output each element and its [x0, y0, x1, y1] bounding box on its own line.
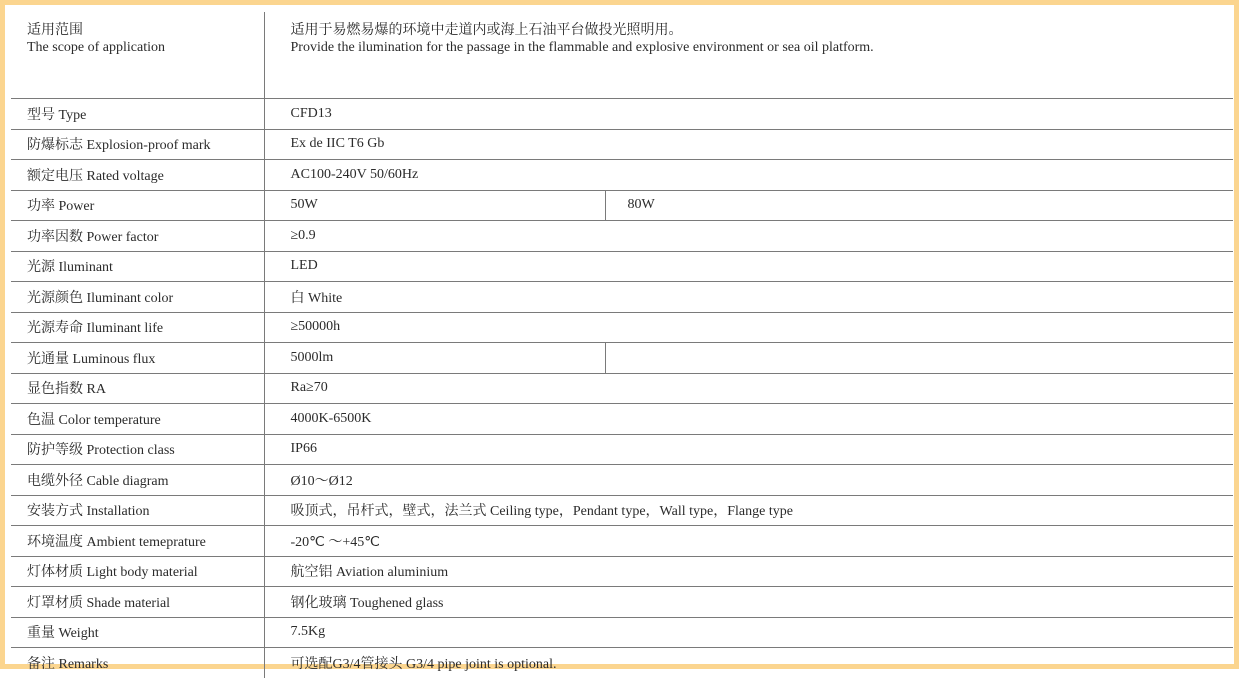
row-value: Ra≥70 — [264, 373, 1233, 404]
scope-label-cn: 适用范围 — [27, 23, 83, 38]
row-value: 白 White — [264, 282, 1233, 313]
scope-value-en: Provide the ilumination for the passage in the flammable and explosive environment or sea oil platform. — [290, 40, 874, 55]
row-value: Ø10～Ø12 — [264, 465, 1233, 496]
row-value: 可选配G3/4管接头 G3/4 pipe joint is optional. — [264, 648, 1233, 678]
row-label: 环境温度 Ambient temeprature — [11, 526, 264, 557]
row-value-2 — [605, 343, 1233, 374]
row-label: 光通量 Luminous flux — [11, 343, 264, 374]
row-value: ≥0.9 — [264, 221, 1233, 252]
table-row — [11, 312, 1233, 343]
row-value: 钢化玻璃 Toughened glass — [264, 587, 1233, 618]
scope-label-cell — [11, 12, 264, 99]
table-row — [11, 526, 1233, 557]
table-row — [11, 495, 1233, 526]
row-label: 型号 Type — [11, 99, 264, 130]
row-label: 灯罩材质 Shade material — [11, 587, 264, 618]
row-value: 5000lm — [264, 343, 605, 374]
row-label: 防护等级 Protection class — [11, 434, 264, 465]
row-value: 50W — [264, 190, 605, 221]
row-value: CFD13 — [264, 99, 1233, 130]
table-row — [11, 404, 1233, 435]
scope-label-en: The scope of application — [27, 40, 166, 55]
table-row — [11, 617, 1233, 648]
scope-row — [11, 12, 1233, 99]
table-row — [11, 99, 1233, 130]
table-row — [11, 343, 1233, 374]
row-label: 功率因数 Power factor — [11, 221, 264, 252]
row-label: 光源 Iluminant — [11, 251, 264, 282]
row-label: 安装方式 Installation — [11, 495, 264, 526]
table-row — [11, 373, 1233, 404]
row-label: 灯体材质 Light body material — [11, 556, 264, 587]
spec-table — [11, 12, 1233, 678]
row-value: 航空铝 Aviation aluminium — [264, 556, 1233, 587]
row-value: 吸顶式，吊杆式，壁式，法兰式 Ceiling type，Pendant type，Wall type，Flange type — [264, 495, 1233, 526]
row-label: 光源颜色 Iluminant color — [11, 282, 264, 313]
row-label: 色温 Color temperature — [11, 404, 264, 435]
row-value: LED — [264, 251, 1233, 282]
row-value: -20℃ ～+45℃ — [264, 526, 1233, 557]
scope-value-cell — [264, 12, 1233, 99]
row-value: ≥50000h — [264, 312, 1233, 343]
row-value: IP66 — [264, 434, 1233, 465]
row-value: Ex de IIC T6 Gb — [264, 129, 1233, 160]
table-row — [11, 434, 1233, 465]
row-value: 4000K-6500K — [264, 404, 1233, 435]
row-value-2: 80W — [605, 190, 1233, 221]
table-row — [11, 221, 1233, 252]
table-row — [11, 160, 1233, 191]
table-row — [11, 587, 1233, 618]
table-row — [11, 648, 1233, 678]
table-row — [11, 556, 1233, 587]
row-label: 重量 Weight — [11, 617, 264, 648]
row-label: 光源寿命 Iluminant life — [11, 312, 264, 343]
table-row — [11, 190, 1233, 221]
table-row — [11, 129, 1233, 160]
row-label: 功率 Power — [11, 190, 264, 221]
table-row — [11, 282, 1233, 313]
row-label: 显色指数 RA — [11, 373, 264, 404]
row-value: 7.5Kg — [264, 617, 1233, 648]
row-value: AC100-240V 50/60Hz — [264, 160, 1233, 191]
row-label: 备注 Remarks — [11, 648, 264, 678]
scope-value-cn: 适用于易燃易爆的环境中走道内或海上石油平台做投光照明用。 — [290, 23, 683, 38]
row-label: 防爆标志 Explosion-proof mark — [11, 129, 264, 160]
row-label: 额定电压 Rated voltage — [11, 160, 264, 191]
row-label: 电缆外径 Cable diagram — [11, 465, 264, 496]
table-row — [11, 465, 1233, 496]
table-row — [11, 251, 1233, 282]
